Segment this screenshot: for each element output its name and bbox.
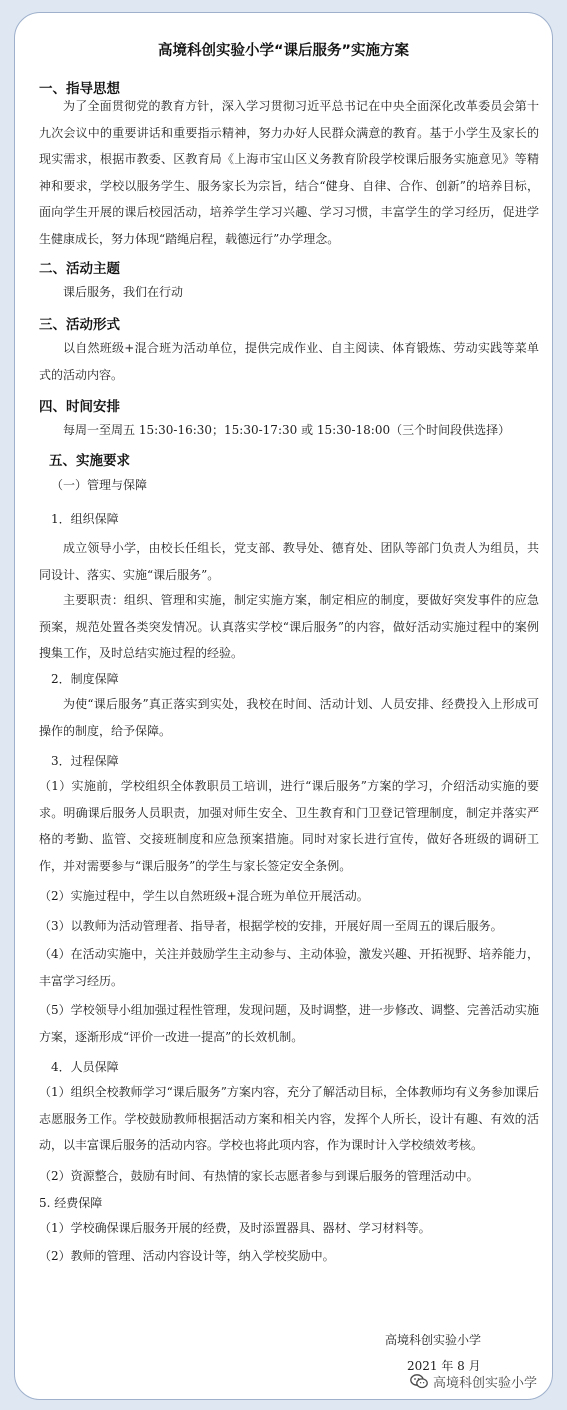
section-heading-schedule: 四、时间安排 — [39, 399, 120, 415]
activity-theme-paragraph: 课后服务，我们在行动 — [63, 285, 184, 299]
staff-guarantee-title: 4．人员保障 — [51, 1060, 119, 1074]
activity-form-paragraph: 以自然班级+混合班为活动单位，提供完成作业、自主阅读、体育锻炼、劳动实践等菜单式的活动内容。 — [39, 341, 539, 382]
section-heading-activity-form: 三、活动形式 — [39, 317, 120, 333]
section-heading-guiding-ideology: 一、指导思想 — [39, 81, 120, 97]
section-heading-requirements: 五、实施要求 — [49, 453, 130, 469]
funding-item-1: （1）学校确保课后服务开展的经费，及时添置器具、器材、学习材料等。 — [39, 1221, 431, 1235]
section-heading-activity-theme: 二、活动主题 — [39, 261, 120, 277]
watermark-text: 高境科创实验小学 — [433, 1376, 538, 1391]
subsection-management: （一）管理与保障 — [51, 478, 148, 492]
signature-date: 2021 年 8 月 — [407, 1359, 481, 1373]
wechat-watermark — [410, 1372, 537, 1391]
staff-item-2: （2）资源整合，鼓励有时间、有热情的家长志愿者参与到课后服务的管理活动中。 — [39, 1169, 479, 1183]
org-guarantee-paragraph-2: 主要职责：组织、管理和实施，制定实施方案，制定相应的制度，要做好突发事件的应急预案，规范处置各类突发情况。认真落实学校“课后服务”的内容，做好活动实施过程中的案例搜集工作，及时总结实施过程的经验。 — [39, 593, 539, 660]
funding-item-2: （2）教师的管理、活动内容设计等，纳入学校奖励中。 — [39, 1249, 335, 1263]
process-item-3: （3）以教师为活动管理者、指导者，根据学校的安排，开展好周一至周五的课后服务。 — [39, 919, 503, 933]
process-item-1: （1）实施前，学校组织全体教职员工培训，进行“课后服务”方案的学习，介绍活动实施的要求。明确课后服务人员职责，加强对师生安全、卫生教育和门卫登记管理制度，制定并落实严格的考勤、监管、交接班制度和应急预案措施。同时对家长进行宣传，做好各班级的调研工作，并对需要参与“课后服务”的学生与家长签定安全条例。 — [39, 779, 539, 873]
page-title: 高境科创实验小学“课后服务”实施方案 — [157, 43, 410, 59]
guiding-ideology-paragraph: 为了全面贯彻党的教育方针，深入学习贯彻习近平总书记在中央全面深化改革委员会第十九次会议中的重要讲话和重要指示精神，努力办好人民群众满意的教育。基于小学生及家长的现实需求，根据市教委、区教育局《上海市宝山区义务教育阶段学校课后服务实施意见》等精神和要求，学校以服务学生、服务家长为宗旨，结合“健身、自律、合作、创新”的培养目标，面向学生开展的课后校园活动，培养学生学习兴趣、学习习惯，丰富学生的学习经历，促进学生健康成长，努力体现“踏绳启程，载德远行”办学理念。 — [39, 99, 539, 246]
signature-school: 高境科创实验小学 — [385, 1333, 482, 1347]
funding-guarantee-title: 5. 经费保障 — [39, 1196, 103, 1210]
org-guarantee-paragraph-1: 成立领导小学，由校长任组长，党支部、教导处、德育处、团队等部门负责人为组员，共同设计、落实、实施“课后服务”。 — [39, 541, 539, 582]
system-guarantee-title: 2．制度保障 — [51, 672, 119, 686]
staff-item-1: （1）组织全校教师学习“课后服务”方案内容，充分了解活动目标，全体教师均有义务参加课后志愿服务工作。学校鼓励教师根据活动方案和相关内容，发挥个人所长，设计有趣、有效的活动，以丰富课后服务的活动内容。学校也将此项内容，作为课时计入学校绩效考核。 — [39, 1085, 539, 1152]
process-item-4: （4）在活动实施中，关注并鼓励学生主动参与、主动体验，激发兴趣、开拓视野、培养能力，丰富学习经历。 — [39, 947, 539, 988]
wechat-icon — [410, 1374, 428, 1389]
system-guarantee-paragraph: 为使“课后服务”真正落实到实处，我校在时间、活动计划、人员安排、经费投入上形成可操作的制度，给予保障。 — [39, 697, 539, 738]
process-guarantee-title: 3．过程保障 — [51, 754, 119, 768]
schedule-paragraph: 每周一至周五 15:30-16:30；15:30-17:30 或 15:30-18:00（三个时间段供选择） — [63, 423, 511, 437]
process-item-2: （2）实施过程中，学生以自然班级+混合班为单位开展活动。 — [39, 889, 369, 903]
process-item-5: （5）学校领导小组加强过程性管理，发现问题，及时调整，进一步修改、调整、完善活动实施方案，逐渐形成“评价一改进一提高”的长效机制。 — [39, 1003, 539, 1044]
document-card — [14, 12, 553, 1400]
org-guarantee-title: 1．组织保障 — [51, 512, 119, 526]
